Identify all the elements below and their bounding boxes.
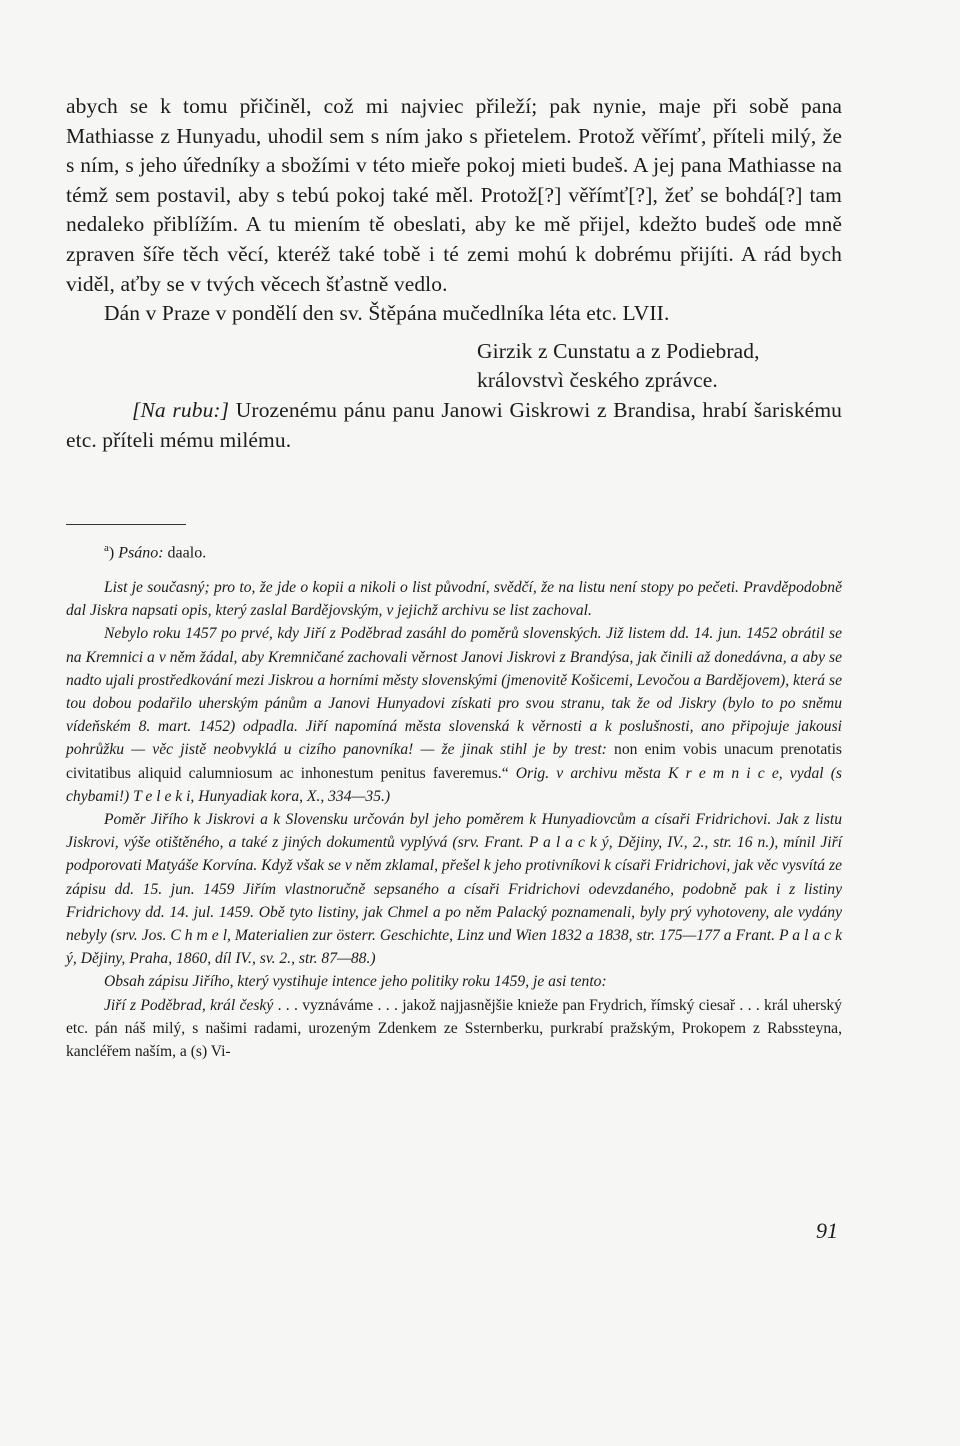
footnote: $^a$) Psáno: daalo. <box>104 542 207 562</box>
footnote-label: Psáno: <box>118 544 164 562</box>
footnote-text: daalo. <box>163 544 207 562</box>
signature-line-2: královstvì českého zprávce. <box>477 368 718 393</box>
address <box>66 396 842 455</box>
page-number: 91 <box>816 1218 838 1243</box>
address-label: [Na rubu:] <box>132 397 230 422</box>
signature <box>477 337 842 396</box>
footnote-divider <box>66 524 186 525</box>
footnote-marker: a <box>104 542 109 554</box>
commentary-p5-text: . . . vyznáváme . . . jakož najjasnějšie knieže pan Frydrich, římský ciesař . . . král uherský etc. pán náš milý, s našimi radami, urozeným Zdenkem ze Ssternberku, purkrabí pražským, Prokopem z Rabssteyna, kancléřem naším, a (s) Vi- <box>66 996 842 1061</box>
commentary-p2-source: Orig. v archivu města K r e m n i c e, vydal (s chybami!) T e l e k i, Hunyadiak kora, X., 334—35.) <box>66 764 842 805</box>
commentary <box>66 576 842 1063</box>
commentary-p2-italic: Nebylo roku 1457 po prvé, kdy Jiří z Poděbrad zasáhl do poměrů slovenských. Již listem dd. 14. jun. 1452 obrátil se na Kremnici a v něm žádal, aby Kremničané zachovali věrnost Janovi Jiskrovi z Brandýsa, jak činili až donedávna, a aby se nadto ujali prostředkování mezi Jiskrou a horními městy slovenskými (jmenovitě Košicemi, Levočou a Bardějovem), která se tou dobou podařilo uherským pánům a Janovi Hunyadovi získati pro svou stranu, tak že od Jiskry (bylo to po sněmu vídeňském 8. mart. 1452) odpadla. Jiří napomíná města slovenská k věrnosti a k poslušnosti, ano připojuje jakousi pohrůžku — věc jistě neobvyklá u cizího panovníka! — že jinak stihl je by trest: <box>66 625 842 759</box>
letter-text <box>66 92 842 455</box>
commentary-p5-italic: Jiří z Poděbrad, král český <box>104 996 274 1014</box>
letter-date: Dán v Praze v pondělí den sv. Štěpána mučedlníka léta etc. LVII. <box>104 301 670 326</box>
commentary-paragraph-1: List je současný; pro to, že jde o kopii a nikoli o list původní, svědčí, že na listu není stopy po pečeti. Pravděpodobně dal Jiskra napsati opis, který zaslal Bardějovským, v jejichž archivu se list zachoval. <box>66 579 842 620</box>
commentary-paragraph-3: Poměr Jiřího k Jiskrovi a k Slovensku určován byl jeho poměrem k Hunyadiovcům a císaři Fridrichovi. Jak z listu Jiskrovi, výše otištěného, a také z jiných dokumentů vyplývá (srv. Frant. P a l a c k ý, Dějiny, IV., 2., str. 16 n.), mínil Jiří podporovati Matyáše Korvína. Když však se v něm zklamal, přešel k jeho protivníkovi k císaři Fridrichovi, jak věc vysvítá ze zápisu dd. 15. jun. 1459 Jiřím vlastnoručně sepsaného a císaři Fridrichovi odevzdaného, podobně pak i z listiny Fridrichovy dd. 14. jul. 1459. Obě tyto listiny, jak Chmel a po něm Palacký poznamenali, byly prý vyhotoveny, ale vydány nebyly (srv. Jos. C h m e l, Materialien zur österr. Geschichte, Linz und Wien 1832 a 1838, str. 175—177 a Frant. P a l a c k ý, Dějiny, Praha, 1860, díl IV., sv. 2., str. 87—88.) <box>66 811 842 968</box>
signature-line-1: Girzik z Cunstatu a z Podiebrad, <box>477 338 760 363</box>
commentary-paragraph-5 <box>66 994 842 1064</box>
commentary-p2-latin: non enim vobis unacum prenotatis civitatibus aliquid calumniosum ac inhonestum penitus faveremus.“ <box>66 741 842 782</box>
address-text: Urozenému pánu panu Janowi Giskrowi z Brandisa, hrabí šariskému etc. příteli mému milému. <box>66 397 842 452</box>
letter-body: abych se k tomu přičiněl, což mi najviec přileží; pak nynie, maje při sobě pana Mathiasse z Hunyadu, uhodil sem s ním jako s přietelem. Protož věřímť, příteli milý, že s ním, s jeho úředníky a sbožími v této mieře pokoj mieti budeš. A jej pana Mathiasse na témž sem postavil, aby s tebú pokoj také měl. Protož[?] věřímť[?], žeť se bohdá[?] tam nedaleko přiblížím. A tu miením tě obeslati, aby ke mě přijel, kdežto budeš ode mně zpraven šíře těch věcí, kteréž také tobě i té zemi mohú k dobrému přijíti. A rád bych viděl, aťby se v tvých věcech šťastně vedlo. <box>66 94 842 296</box>
commentary-paragraph-2 <box>66 622 842 808</box>
commentary-paragraph-4: Obsah zápisu Jiřího, který vystihuje intence jeho politiky roku 1459, je asi tento: <box>104 973 607 991</box>
